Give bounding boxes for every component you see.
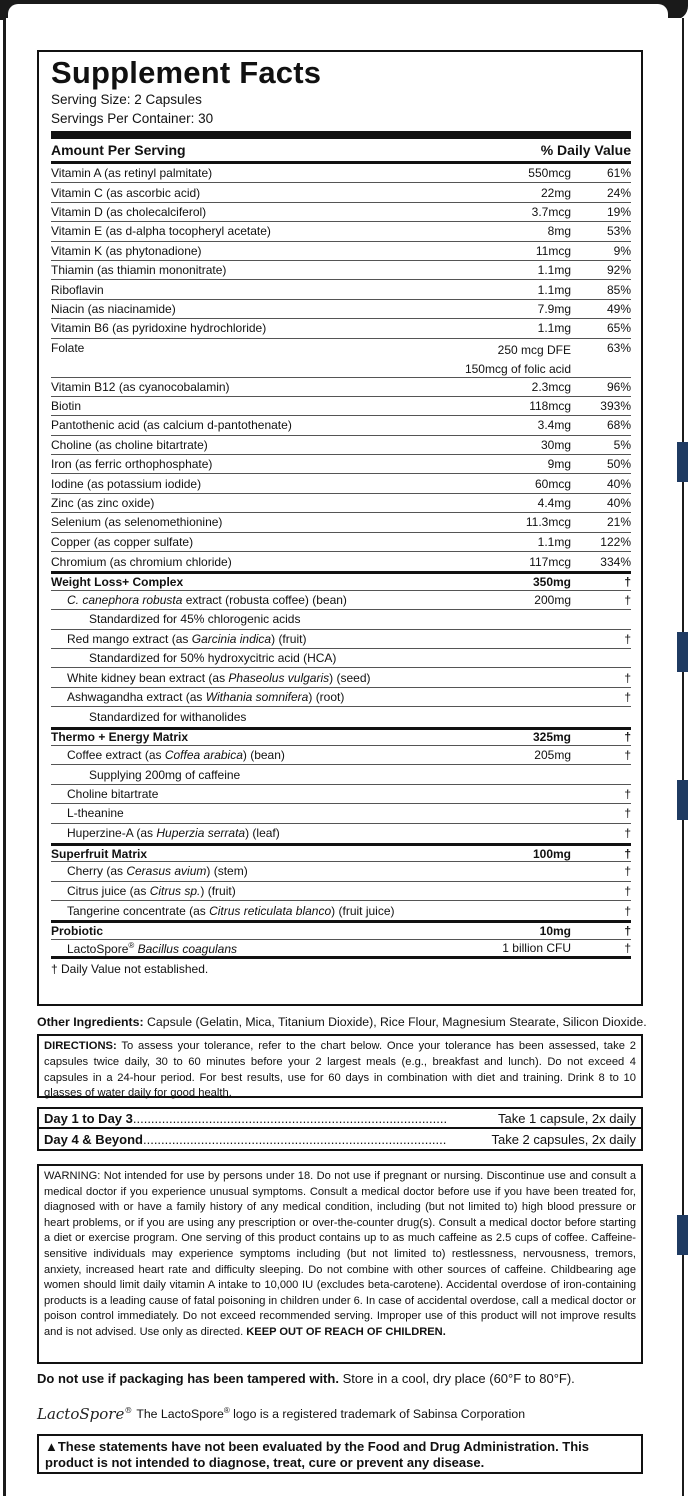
nutrient-row: Niacin (as niacinamide) 7.9mg 49%: [51, 300, 631, 319]
nutrient-row: Vitamin E (as d-alpha tocopheryl acetate) 8mg 53%: [51, 222, 631, 241]
directions-box: DIRECTIONS: To assess your tolerance, refer to the chart below. Once your tolerance has been assessed, take 2 capsules twice daily, 30 to 60 minutes before your 2 largest meals (e.g., breakfast and lunch). Do not exceed 4 capsules in a 24-hour period. For best results, use for 60 days in combination with diet and training. Drink 8 to 10 glasses of water daily for good health.: [37, 1034, 643, 1098]
lactospore-trademark: [37, 1403, 643, 1425]
supplement-facts-panel: [37, 50, 643, 1006]
facts-header-row: [51, 139, 631, 164]
package-tab-mark: [674, 1215, 688, 1255]
nutrient-row: Vitamin D (as cholecalciferol) 3.7mcg 19%: [51, 203, 631, 222]
other-ingredients: Other Ingredients: Capsule (Gelatin, Mica, Titanium Dioxide), Rice Flour, Magnesium Stearate, Silicon Dioxide.: [37, 1015, 647, 1029]
ingredient-row: L-theanine †: [51, 804, 631, 823]
ingredient-standardization: Standardized for 50% hydroxycitric acid (HCA): [51, 649, 631, 668]
ingredient-row: Cherry (as Cerasus avium) (stem) †: [51, 862, 631, 881]
tamper-notice: Do not use if packaging has been tampered with. Store in a cool, dry place (60°F to 80°F).: [37, 1371, 575, 1386]
ingredient-row: White kidney bean extract (as Phaseolus vulgaris) (seed) †: [51, 668, 631, 687]
nutrient-row: Vitamin A (as retinyl palmitate) 550mcg 61%: [51, 164, 631, 183]
nutrient-row: Vitamin C (as ascorbic acid) 22mg 24%: [51, 183, 631, 202]
ingredient-standardization: Standardized for 45% chlorogenic acids: [51, 610, 631, 629]
dosing-chart: [37, 1107, 643, 1151]
nutrient-row: Riboflavin 1.1mg 85%: [51, 280, 631, 299]
package-top-edge: [0, 0, 688, 20]
nutrient-row: Iron (as ferric orthophosphate) 9mg 50%: [51, 455, 631, 474]
nutrient-row: Vitamin K (as phytonadione) 11mcg 9%: [51, 242, 631, 261]
facts-title: Supplement Facts: [51, 55, 322, 90]
nutrient-row: Vitamin B12 (as cyanocobalamin) 2.3mcg 96%: [51, 378, 631, 397]
nutrient-row: Iodine (as potassium iodide) 60mcg 40%: [51, 474, 631, 493]
blend-weight-loss: Weight Loss+ Complex 350mg †: [51, 571, 631, 590]
warning-box: WARNING: Not intended for use by persons under 18. Do not use if pregnant or nursing. Discontinue use and consult a medical doctor if you experience unusual symptoms. Consult a medical doctor before use if you have been treated for, diagnosed with or have a family history of any medical condition, including (but not limited to) high blood pressure or heart problems, or if you are using any prescription or over-the-counter drug(s). Consult a medical doctor before starting a diet or exercise program. One serving of this product contains up to as much caffeine as 2.5 cups of coffee. Caffeine-sensitive individuals may experience symptoms including (but not limited to) restlessness, nervousness, tremors, anxiety, increased heart rate and difficulty sleeping. Do not combine with other sources of caffeine. Childbearing age women should limit daily vitamin A intake to 10,000 IU (excludes beta-carotene). Accidental overdose of iron-containing products is a leading cause of fatal poisoning in children under 6. In case of accidental overdose, call a medical doctor or poison control immediately. Do not exceed recommended serving. Improper use of this product will not improve results and is not advised. Use only as directed. KEEP OUT OF REACH OF CHILDREN.: [37, 1164, 643, 1364]
amount-per-serving-label: Amount Per Serving: [51, 142, 186, 158]
dosing-row: Day 4 & Beyond .................................................................................... Take 2 capsules, 2x daily: [37, 1129, 643, 1151]
nutrient-row: Pantothenic acid (as calcium d-pantothenate) 3.4mg 68%: [51, 416, 631, 435]
blend-superfruit: Superfruit Matrix 100mg †: [51, 843, 631, 862]
serving-size: Serving Size: 2 Capsules: [51, 92, 202, 107]
nutrient-row: Vitamin B6 (as pyridoxine hydrochloride) 1.1mg 65%: [51, 319, 631, 338]
ingredient-standardization: Standardized for withanolides: [89, 709, 247, 724]
ingredient-row: C. canephora robusta extract (robusta coffee) (bean) 200mg †: [51, 591, 631, 610]
ingredient-row: LactoSpore® Bacillus coagulans 1 billion CFU †: [51, 940, 631, 959]
daily-value-label: % Daily Value: [540, 142, 631, 158]
ingredient-standardization: Supplying 200mg of caffeine: [51, 765, 631, 784]
ingredient-row: Tangerine concentrate (as Citrus reticulata blanco) (fruit juice) †: [67, 903, 631, 918]
package-tab-mark: [674, 632, 688, 672]
ingredient-row: Citrus juice (as Citrus sp.) (fruit) †: [51, 882, 631, 901]
nutrient-row: Biotin 118mcg 393%: [51, 397, 631, 416]
nutrient-row: Chromium (as chromium chloride) 117mcg 334%: [51, 554, 631, 569]
blend-thermo-energy: Thermo + Energy Matrix 325mg †: [51, 727, 631, 746]
ingredient-row: Red mango extract (as Garcinia indica) (fruit) †: [51, 630, 631, 649]
nutrient-row-folate: Folate 250 mcg DFE 150mcg of folic acid 63%: [51, 340, 631, 376]
package-tab-mark: [674, 780, 688, 820]
servings-per-container: Servings Per Container: 30: [51, 111, 214, 126]
dosing-row: Day 1 to Day 3 ....................................................................................... Take 1 capsule, 2x daily: [37, 1107, 643, 1129]
package-tab-mark: [674, 442, 688, 482]
nutrient-row: Zinc (as zinc oxide) 4.4mg 40%: [51, 494, 631, 513]
nutrient-row: Thiamin (as thiamin mononitrate) 1.1mg 92%: [51, 261, 631, 280]
ingredient-row: Choline bitartrate †: [51, 785, 631, 804]
ingredient-row: Ashwagandha extract (as Withania somnifera) (root) †: [51, 688, 631, 707]
ingredient-row: Huperzine-A (as Huperzia serrata) (leaf) †: [67, 826, 631, 841]
blend-probiotic: Probiotic 10mg †: [51, 920, 631, 939]
trademark-text: The LactoSpore® logo is a registered trademark of Sabinsa Corporation: [136, 1406, 526, 1422]
nutrient-row: Selenium (as selenomethionine) 11.3mcg 21%: [51, 513, 631, 532]
nutrient-row: Choline (as choline bitartrate) 30mg 5%: [51, 436, 631, 455]
ingredient-row: Coffee extract (as Coffea arabica) (bean) 205mg †: [51, 746, 631, 765]
nutrient-row: Copper (as copper sulfate) 1.1mg 122%: [51, 533, 631, 552]
daily-value-footnote: † Daily Value not established.: [51, 962, 209, 977]
fda-disclaimer: ▲These statements have not been evaluated by the Food and Drug Administration. This product is not intended to diagnose, treat, cure or prevent any disease.: [37, 1434, 643, 1474]
lactospore-logo: LactoSpore®: [37, 1405, 133, 1423]
